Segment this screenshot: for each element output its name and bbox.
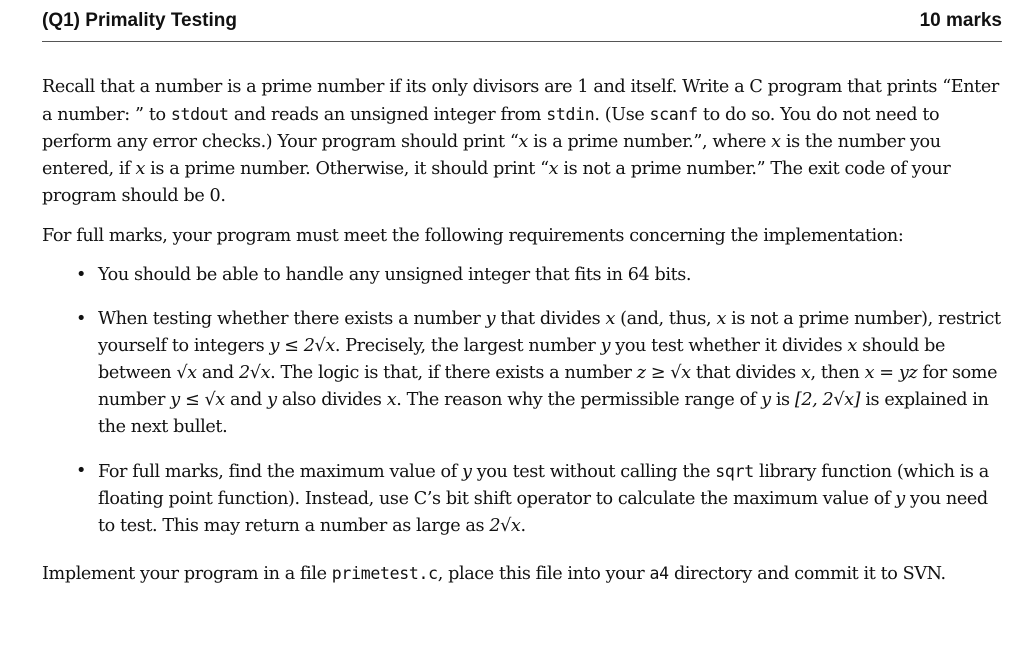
bullet-text: for some number [98, 363, 998, 410]
intro-text: is the number you entered, if [42, 132, 941, 179]
intro-text: is a prime number.”, where [527, 132, 772, 152]
math-y: y [761, 390, 771, 410]
closing-text: , place this file into your [437, 564, 650, 584]
bullet-icon: • [76, 265, 86, 285]
math-x: x [386, 390, 397, 410]
intro-paragraph [42, 74, 1004, 210]
math-x: x [548, 159, 559, 179]
bullet-text: is not a prime number), restrict yourself to integers [98, 309, 1001, 356]
math-y: y [600, 336, 611, 356]
bullet-text: also divides [276, 390, 387, 410]
closing-text: directory and commit it to SVN. [668, 564, 946, 584]
closing-paragraph [42, 560, 1004, 588]
bullet-text: and [196, 363, 239, 383]
bullet-text: When testing whether there exists a number [98, 309, 486, 329]
header-divider [42, 41, 1002, 42]
bullet-text: you need to test. This may return a number as large as [98, 489, 988, 536]
bullet-text: that divides [495, 309, 606, 329]
bullet-text: . Precisely, the largest number [334, 336, 601, 356]
requirements-list [42, 262, 1004, 540]
code-stdout: stdout [170, 105, 229, 124]
question-marks: 10 marks [919, 10, 1002, 31]
question-body [42, 74, 1004, 588]
math-y: y [267, 390, 277, 410]
question-title: (Q1) Primality Testing [42, 10, 237, 31]
closing-text: Implement your program in a file [42, 564, 332, 584]
bullet-text: should be between [98, 336, 945, 383]
math-y: y [485, 309, 496, 329]
intro-text: is not a prime number.” The exit code of your program should be 0. [42, 159, 951, 206]
math-x: x [605, 309, 615, 329]
intro-text: and reads an unsigned integer from [228, 105, 547, 125]
math-expression: 2√x [489, 516, 521, 536]
bullet-text: (and, thus, [614, 309, 717, 329]
code-scanf: scanf [649, 105, 698, 124]
bullet-text: you test without calling the [471, 462, 716, 482]
bullet-text: that divides [690, 363, 801, 383]
bullet-text: . [520, 516, 526, 536]
bullet-text: and [224, 390, 268, 410]
bullet-text: You should be able to handle any unsigned integer that fits in 64 bits. [98, 265, 692, 285]
bullet-icon: • [76, 461, 86, 481]
math-expression: z ≥ √x [636, 363, 691, 383]
math-x: x [771, 132, 781, 152]
bullet-text: is [770, 390, 795, 410]
intro-text: Recall that a number is a prime number if its only divisors are 1 and itself. Write a C program that prints “Enter a number: ” to [42, 77, 999, 125]
math-x: x [800, 363, 811, 383]
bullet-icon: • [76, 309, 86, 329]
math-expression: y ≤ 2√x [269, 336, 335, 356]
code-filename: primetest.c [331, 564, 438, 583]
bullet-text: . The logic is that, if there exists a number [270, 363, 637, 383]
bullet-text: , then [810, 363, 865, 383]
math-x: x [716, 309, 726, 329]
intro-text: is a prime number. Otherwise, it should print “ [144, 159, 549, 179]
list-item [42, 262, 1004, 289]
bullet-text: you test whether it divides [610, 336, 848, 356]
requirements-intro: For full marks, your program must meet the following requirements concerning the implementation: [42, 226, 904, 246]
intro-text: to do so. You do not need to perform any error checks.) Your program should print “ [42, 105, 940, 152]
math-expression: 2√x [238, 363, 271, 383]
math-expression: x = yz [864, 363, 918, 383]
code-sqrt: sqrt [715, 462, 754, 481]
code-stdin: stdin [546, 105, 595, 124]
code-directory: a4 [649, 564, 669, 583]
math-x: x [847, 336, 857, 356]
math-expression: √x [176, 363, 197, 383]
math-y: y [895, 489, 905, 509]
math-x: x [135, 159, 145, 179]
math-expression: y ≤ √x [170, 390, 225, 410]
bullet-text: is explained in the next bullet. [98, 390, 989, 437]
math-x: x [518, 132, 528, 152]
bullet-text: library function (which is a floating point function). Instead, use C’s bit shift operator to calculate the maximum value of [98, 462, 989, 509]
list-item [42, 458, 1004, 540]
bullet-text: . The reason why the permissible range of [396, 390, 762, 410]
intro-text: . (Use [594, 105, 650, 125]
question-header [42, 10, 1002, 40]
bullet-text: For full marks, find the maximum value of [98, 462, 463, 482]
math-y: y [462, 462, 472, 482]
list-item [42, 306, 1004, 441]
math-expression: [2, 2√x] [794, 390, 861, 410]
